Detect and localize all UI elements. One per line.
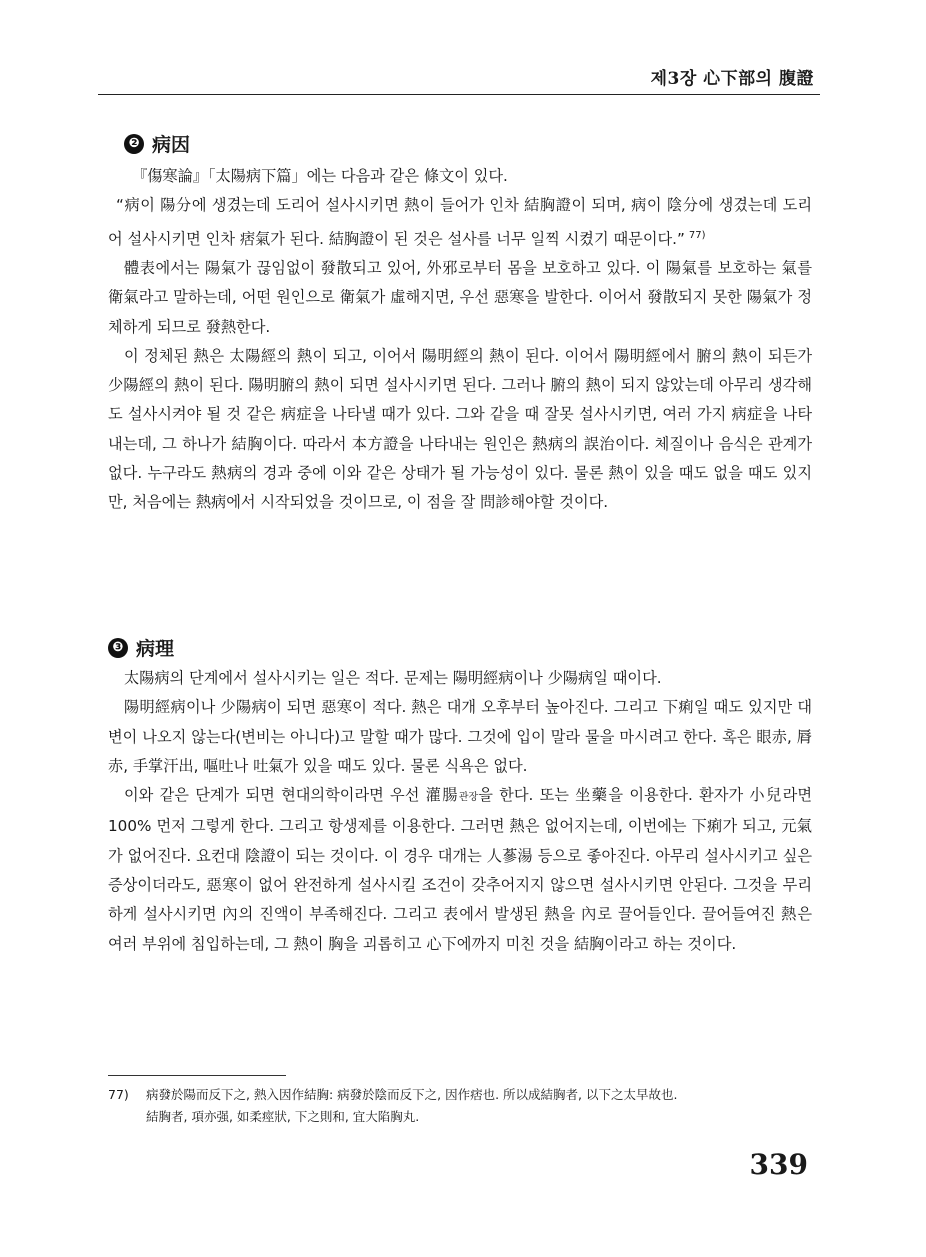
paragraph [108,781,812,959]
quotation-text: “病이 陽分에 생겼는데 도리어 설사시키면 熱이 들어가 인차 結胸證이 되며, 病이 陰分에 생겼는데 도리어 설사시키면 인차 痞氣가 된다. 結胸證이 된 것은 설사를 너무 일찍 시켰기 때문이다.” [108,196,812,248]
section-number-badge: ❸ [108,638,128,658]
footnote-text: 病發於陽而反下之, 熱入因作結胸: 病發於陰而反下之, 因作痞也. 所以成結胸者, 以下之太早故也. [146,1087,678,1102]
reading-annotation: 관장 [458,792,479,804]
section-title: 病理 [136,638,175,660]
footnote [108,1084,820,1128]
running-header [98,58,820,95]
footnote-divider [108,1075,286,1076]
footnote-number: 77) [108,1087,129,1102]
quotation-paragraph [108,191,812,254]
footnote-text: 結胸者, 項亦强, 如柔痙狀, 下之則和, 宜大陷胸丸. [146,1109,420,1124]
page-number: 339 [749,1148,808,1181]
footnote-reference: 77) [688,229,706,241]
section-body-cause [108,162,812,518]
section-heading-cause [124,130,190,157]
paragraph-text: 이와 같은 단계가 되면 현대의학이라면 우선 灌腸 [124,786,459,805]
section-title: 病因 [152,134,191,156]
section-heading-pathology [108,634,174,661]
paragraph: 이 정체된 熱은 太陽經의 熱이 되고, 이어서 陽明經의 熱이 된다. 이어서 陽明經에서 腑의 熱이 되든가 少陽經의 熱이 된다. 陽明腑의 熱이 되면 설사시키면 된다. 그러나 腑의 熱이 되지 않았는데 아무리 생각해도 설사시켜야 될 것 같은 病症을 나타낼 때가 있다. 그와 같을 때 잘못 설사시키면, 여러 가지 病症을 나타내는데, 그 하나가 結胸이다. 따라서 本方證을 나타내는 원인은 熱病의 誤治이다. 체질이나 음식은 관계가 없다. 누구라도 熱病의 경과 중에 이와 같은 상태가 될 가능성이 있다. 물론 熱이 있을 때도 없을 때도 있지만, 처음에는 熱病에서 시작되었을 것이므로, 이 점을 잘 問診해야할 것이다. [108,346,812,512]
paragraph: 『傷寒論』「太陽病下篇」에는 다음과 같은 條文이 있다. [132,167,508,185]
footnote-line [108,1084,820,1106]
chapter-title: 제3장 心下部의 腹證 [650,69,814,89]
section-body-pathology [108,664,812,959]
paragraph: 太陽病의 단계에서 설사시키는 일은 적다. 문제는 陽明經病이나 少陽病일 때이다. [124,669,662,687]
paragraph: 陽明經病이나 少陽病이 되면 惡寒이 적다. 熱은 대개 오후부터 높아진다. 그리고 下痢일 때도 있지만 대변이 나오지 않는다(변비는 아니다)고 말할 때가 많다. 그것에 입이 말라 물을 마시려고 한다. 혹은 眼赤, 脣赤, 手掌汗出, 嘔吐나 吐氣가 있을 때도 있다. 물론 식욕은 없다. [108,698,812,775]
section-number-badge: ❷ [124,134,144,154]
paragraph: 體表에서는 陽氣가 끊임없이 發散되고 있어, 外邪로부터 몸을 보호하고 있다. 이 陽氣를 보호하는 氣를 衛氣라고 말하는데, 어떤 원인으로 衛氣가 虛해지면, 우선 惡寒을 발한다. 이어서 發散되지 못한 陽氣가 정체하게 되므로 發熱한다. [108,258,812,336]
paragraph-text: 을 한다. 또는 坐藥을 이용한다. 환자가 小兒라면 100% 먼저 그렇게 한다. 그리고 항생제를 이용한다. 그러면 熱은 없어지는데, 이번에는 下痢가 되고, 元氣가 없어진다. 요컨대 陰證이 되는 것이다. 이 경우 대개는 人蔘湯 등으로 좋아진다. 아무리 설사시키고 싶은 증상이더라도, 惡寒이 없어 완전하게 설사시킬 조건이 갖추어지지 않으면 설사시키면 안된다. 그것을 무리하게 설사시키면 內의 진액이 부족해진다. 그리고 表에서 발생된 熱을 內로 끌어들인다. 끌어들여진 熱은 여러 부위에 침입하는데, 그 熱이 胸을 괴롭히고 心下에까지 미친 것을 結胸이라고 하는 것이다. [108,786,812,953]
